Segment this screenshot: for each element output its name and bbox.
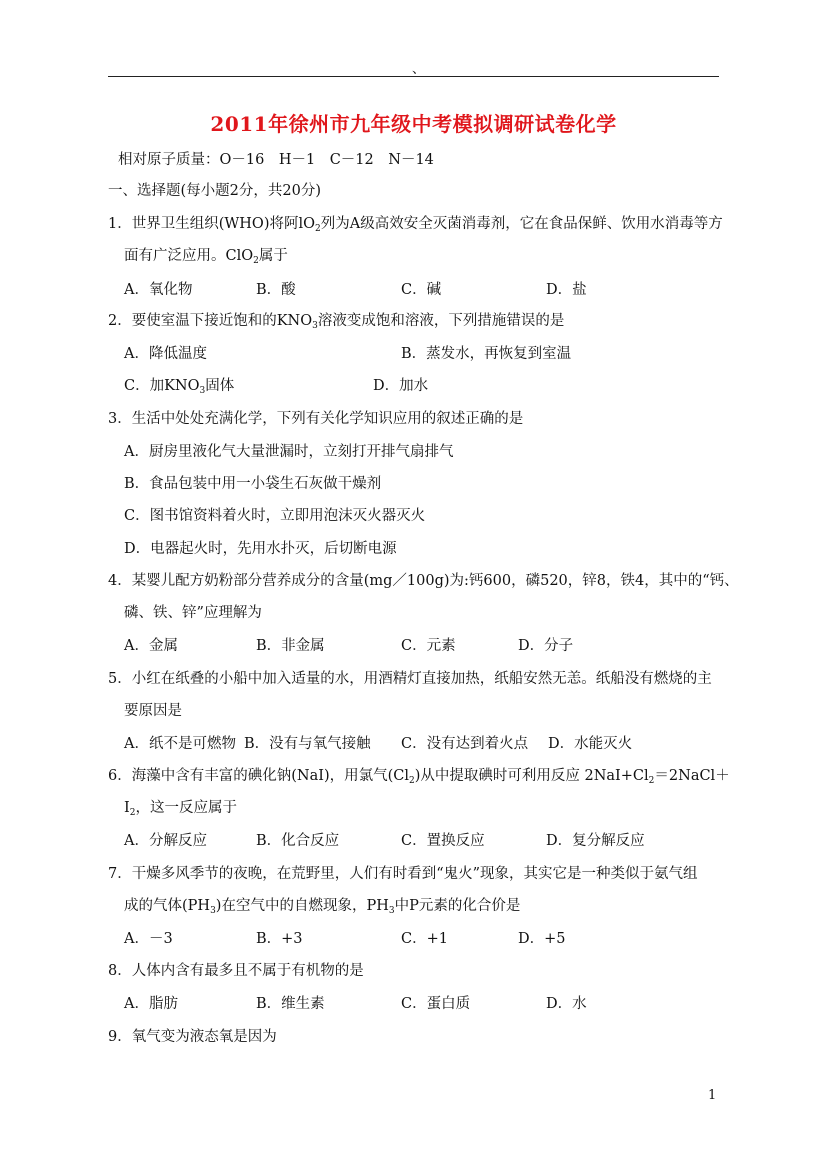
q5-stem-line2: 要原因是 <box>124 703 182 719</box>
q7-stem-line2: 成的气体$(PH_3)$在空气中的自燃现象，$PH_3$中P元素的化合价是 <box>124 898 521 916</box>
q2-option-a: A．降低温度 <box>124 346 207 362</box>
section-heading: 一、选择题(每小题2分，共20分) <box>108 183 321 199</box>
q6-stem-line1: 6．海藻中含有丰富的碘化钠(NaI)，用氯气$(Cl_2)$从中提取碘时可利用反应 $2NaI+Cl_2=2NaCl+$ <box>108 768 730 786</box>
q1-option-d: D．盐 <box>546 282 587 298</box>
q4-option-b: B．非金属 <box>256 638 325 654</box>
q8-stem: 8．人体内含有最多且不属于有机物的是 <box>108 963 364 979</box>
q1-stem-line2: 面有广泛应用。ClO$_2$属于 <box>124 248 288 266</box>
q3-option-d: D．电器起火时，先用水扑灭，后切断电源 <box>124 541 397 557</box>
q6-option-b: B．化合反应 <box>256 833 340 849</box>
q2-option-c: C．加$KNO_3$固体 <box>124 378 235 396</box>
q3-option-c: C．图书馆资料着火时，立即用泡沫灭火器灭火 <box>124 508 426 524</box>
q6-option-d: D．复分解反应 <box>546 833 645 849</box>
q5-option-c: C．没有达到着火点 <box>401 736 529 752</box>
q3-option-a: A．厨房里液化气大量泄漏时，立刻打开排气扇排气 <box>124 444 454 460</box>
q4-stem-line1: 4．某婴儿配方奶粉部分营养成分的含量(mg／100g)为:钙600，磷520，锌8，铁4，其中的“钙、 <box>108 573 739 589</box>
q5-option-a: A．纸不是可燃物 <box>124 736 236 752</box>
q6-option-c: C．置换反应 <box>401 833 485 849</box>
q7-option-a: A．－3 <box>124 931 173 947</box>
q1-stem-line1: 1．世界卫生组织(WHO)将阿$lO_2$列为A级高效安全灭菌消毒剂，它在食品保鲜、饮用水消毒等方 <box>108 216 723 234</box>
q3-option-b: B．食品包装中用一小袋生石灰做干燥剂 <box>124 476 382 492</box>
q8-option-a: A．脂肪 <box>124 996 178 1012</box>
header-rule <box>108 76 719 77</box>
q1-option-a: A．氧化物 <box>124 282 193 298</box>
q3-stem: 3．生活中处处充满化学，下列有关化学知识应用的叙述正确的是 <box>108 411 524 427</box>
q4-stem-line2: 磷、铁、锌”应理解为 <box>124 605 262 621</box>
q2-option-b: B．蒸发水，再恢复到室温 <box>401 346 572 362</box>
atomic-mass-line: 相对原子质量：O－16 H－1 C－12 N－14 <box>118 152 434 168</box>
page-number: 1 <box>708 1088 717 1103</box>
q1-option-c: C．碱 <box>401 282 442 298</box>
q4-option-c: C．元素 <box>401 638 456 654</box>
q7-option-c: C．+1 <box>401 931 448 947</box>
q6-stem-line2: $I_2$，这一反应属于 <box>124 800 237 818</box>
q8-option-c: C．蛋白质 <box>401 996 471 1012</box>
q5-option-d: D．水能灭火 <box>548 736 633 752</box>
q9-stem: 9．氧气变为液态氧是因为 <box>108 1029 277 1045</box>
q7-option-d: D．+5 <box>518 931 566 947</box>
q6-option-a: A．分解反应 <box>124 833 207 849</box>
q1-option-b: B．酸 <box>256 282 296 298</box>
page-title: 2011年徐州市九年级中考模拟调研试卷化学 <box>210 112 617 136</box>
q2-option-d: D．加水 <box>373 378 429 394</box>
q8-option-d: D．水 <box>546 996 587 1012</box>
q5-stem-line1: 5．小红在纸叠的小船中加入适量的水，用酒精灯直接加热，纸船安然无恙。纸船没有燃烧的主 <box>108 671 712 687</box>
q7-option-b: B．+3 <box>256 931 303 947</box>
q5-option-b: B．没有与氧气接触 <box>244 736 371 752</box>
header-mark: 、 <box>412 62 426 77</box>
q4-option-a: A．金属 <box>124 638 178 654</box>
q2-stem: 2．要使室温下接近饱和的$KNO_3$溶液变成饱和溶液，下列措施错误的是 <box>108 313 565 331</box>
q8-option-b: B．维生素 <box>256 996 325 1012</box>
q7-stem-line1: 7．干燥多风季节的夜晚，在荒野里，人们有时看到“鬼火”现象，其实它是一种类似于氨气组 <box>108 866 698 882</box>
q4-option-d: D．分子 <box>518 638 574 654</box>
